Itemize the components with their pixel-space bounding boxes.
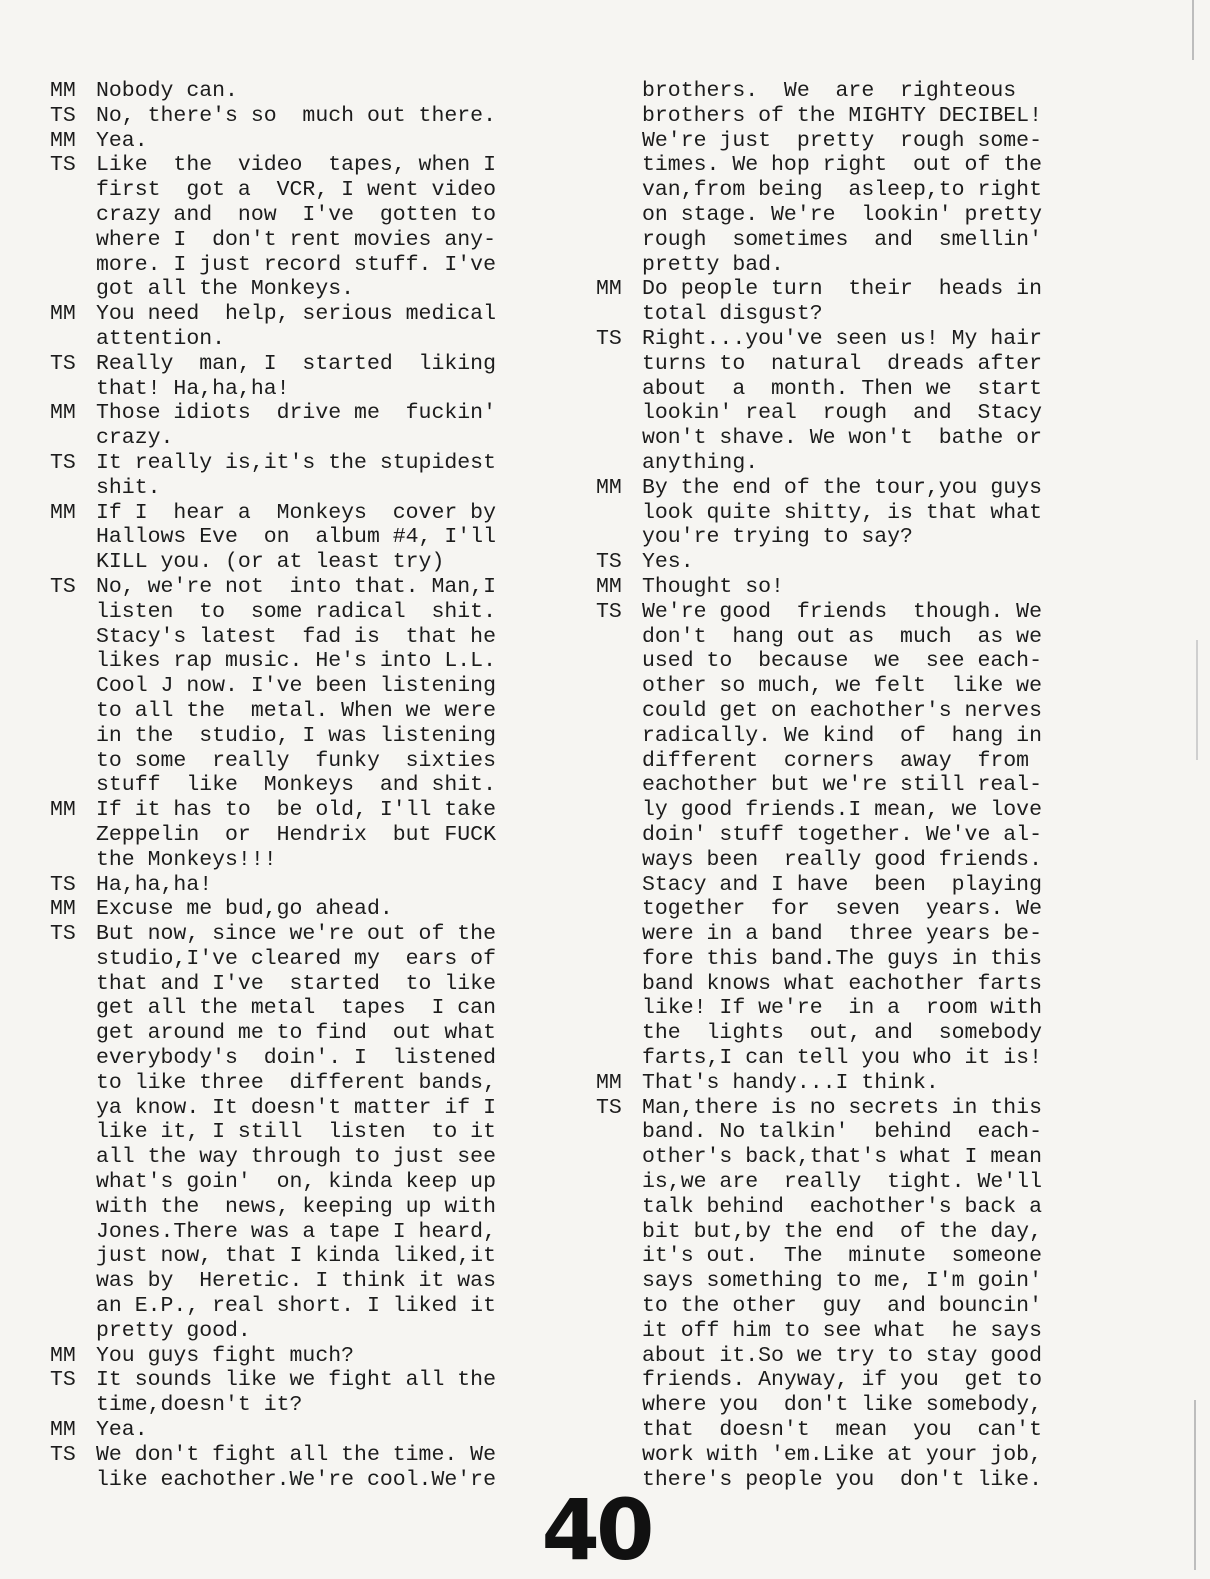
scan-edge-mark <box>1192 0 1194 60</box>
dialogue-text <box>96 575 570 798</box>
text-line: Yea. <box>96 128 148 153</box>
text-line: the Monkeys!!! <box>96 847 277 872</box>
text-line: No, we're not into that. Man,I <box>96 574 496 599</box>
dialogue-text <box>642 550 1116 575</box>
dialogue-entry <box>50 1418 570 1443</box>
text-line: times. We hop right out of the <box>642 153 1042 178</box>
speaker-label: TS <box>50 922 76 947</box>
text-line: attention. <box>96 326 226 351</box>
speaker-label: MM <box>50 302 76 327</box>
text-line: other so much, we felt like we <box>642 674 1042 699</box>
text-line: more. I just record stuff. I've <box>96 252 496 277</box>
text-line: there's people you don't like. <box>642 1467 1042 1492</box>
text-line: bit but,by the end of the day, <box>642 1219 1042 1244</box>
dialogue-text <box>96 79 570 104</box>
text-line: pretty good. <box>96 1318 251 1343</box>
text-line: were in a band three years be- <box>642 922 1042 947</box>
text-line: Thought so! <box>642 574 784 599</box>
speaker-label: MM <box>596 277 622 302</box>
dialogue-entry <box>50 922 570 1344</box>
speaker-label: TS <box>50 153 76 178</box>
dialogue-text <box>642 79 1116 277</box>
dialogue-entry <box>596 600 1116 1071</box>
text-line: Nobody can. <box>96 79 238 103</box>
text-line: It sounds like we fight all the <box>96 1368 496 1393</box>
text-line: KILL you. (or at least try) <box>96 550 445 575</box>
speaker-label: MM <box>50 897 76 922</box>
text-line: together for seven years. We <box>642 897 1042 922</box>
speaker-label: TS <box>50 103 76 128</box>
text-line: Really man, I started liking <box>96 351 496 376</box>
text-line: van,from being asleep,to right <box>642 178 1042 203</box>
text-line: Stacy and I have been playing <box>642 872 1042 897</box>
text-line: Man,there is no secrets in this <box>642 1095 1042 1120</box>
text-line: stuff like Monkeys and shit. <box>96 773 496 798</box>
dialogue-text <box>642 1096 1116 1493</box>
text-line: pretty bad. <box>642 252 784 277</box>
text-line: Cool J now. I've been listening <box>96 674 496 699</box>
text-line: listen to some radical shit. <box>96 599 496 624</box>
speaker-label: MM <box>596 475 622 500</box>
speaker-label: MM <box>596 574 622 599</box>
speaker-label: TS <box>596 326 622 351</box>
text-line: Yes. <box>642 550 694 575</box>
dialogue-entry <box>50 575 570 798</box>
dialogue-text <box>642 575 1116 600</box>
text-line: to all the metal. When we were <box>96 698 496 723</box>
text-line: talk behind eachother's back a <box>642 1194 1042 1219</box>
dialogue-entry <box>596 327 1116 476</box>
speaker-label: TS <box>596 599 622 624</box>
text-line: get all the metal tapes I can <box>96 996 496 1021</box>
text-line: won't shave. We won't bathe or <box>642 426 1042 451</box>
dialogue-text <box>642 600 1116 1071</box>
speaker-label: TS <box>50 574 76 599</box>
text-line: to the other guy and bouncin' <box>642 1294 1042 1319</box>
text-line: all the way through to just see <box>96 1145 496 1170</box>
text-line: If it has to be old, I'll take <box>96 798 496 823</box>
text-line: Like the video tapes, when I <box>96 153 496 178</box>
text-line: crazy. <box>96 426 174 451</box>
text-line: it off him to see what he says <box>642 1318 1042 1343</box>
scan-edge-mark <box>1196 640 1198 760</box>
dialogue-entry <box>50 1443 570 1493</box>
dialogue-entry <box>596 476 1116 550</box>
dialogue-text <box>96 401 570 451</box>
text-line: says something to me, I'm goin' <box>642 1269 1042 1294</box>
dialogue-entry <box>50 451 570 501</box>
text-line: about a month. Then we start <box>642 376 1042 401</box>
dialogue-text <box>96 798 570 872</box>
text-line: rough sometimes and smellin' <box>642 227 1042 252</box>
text-line: on stage. We're lookin' pretty <box>642 202 1042 227</box>
text-line: lookin' real rough and Stacy <box>642 401 1042 426</box>
text-line: But now, since we're out of the <box>96 922 496 947</box>
speaker-label: MM <box>50 401 76 426</box>
dialogue-entry <box>596 550 1116 575</box>
text-line: Those idiots drive me fuckin' <box>96 401 496 426</box>
dialogue-text <box>96 873 570 898</box>
dialogue-text <box>96 1418 570 1443</box>
text-line: farts,I can tell you who it is! <box>642 1046 1042 1071</box>
speaker-label: TS <box>596 550 622 575</box>
dialogue-entry <box>50 798 570 872</box>
text-line: ly good friends.I mean, we love <box>642 798 1042 823</box>
dialogue-text <box>96 451 570 501</box>
text-line: Excuse me bud,go ahead. <box>96 897 393 922</box>
dialogue-entry <box>50 104 570 129</box>
dialogue-entry <box>50 79 570 104</box>
dialogue-entry <box>50 302 570 352</box>
text-line: Do people turn their heads in <box>642 277 1042 302</box>
text-line: Yea. <box>96 1418 148 1443</box>
text-line: Stacy's latest fad is that he <box>96 624 496 649</box>
text-line: with the news, keeping up with <box>96 1194 496 1219</box>
text-line: We're good friends though. We <box>642 599 1042 624</box>
dialogue-text <box>642 476 1116 550</box>
dialogue-entry <box>50 501 570 575</box>
text-line: was by Heretic. I think it was <box>96 1269 496 1294</box>
text-line: We're just pretty rough some- <box>642 128 1042 153</box>
text-line: It really is,it's the stupidest <box>96 450 496 475</box>
speaker-label: MM <box>50 500 76 525</box>
text-line: Hallows Eve on album #4, I'll <box>96 525 496 550</box>
text-line: No, there's so much out there. <box>96 103 496 128</box>
dialogue-entry <box>50 873 570 898</box>
dialogue-text <box>96 1368 570 1418</box>
text-line: fore this band.The guys in this <box>642 946 1042 971</box>
dialogue-text <box>642 327 1116 476</box>
text-line: We don't fight all the time. We <box>96 1442 496 1467</box>
dialogue-text <box>642 277 1116 327</box>
text-line: band. No talkin' behind each- <box>642 1120 1042 1145</box>
text-line: crazy and now I've gotten to <box>96 202 496 227</box>
text-line: different corners away from <box>642 748 1030 773</box>
speaker-label: MM <box>50 79 76 103</box>
speaker-label: MM <box>596 1070 622 1095</box>
text-line: an E.P., real short. I liked it <box>96 1294 496 1319</box>
text-line: time,doesn't it? <box>96 1393 303 1418</box>
text-line: brothers of the MIGHTY DECIBEL! <box>642 103 1042 128</box>
dialogue-entry <box>50 352 570 402</box>
dialogue-entry <box>596 79 1116 277</box>
speaker-label: MM <box>50 1343 76 1368</box>
text-line: look quite shitty, is that what <box>642 500 1042 525</box>
text-line: to some really funky sixties <box>96 748 496 773</box>
page-number: 40 <box>541 1481 651 1579</box>
text-line: got all the Monkeys. <box>96 277 355 302</box>
right-column <box>596 79 1116 1492</box>
text-line: band knows what eachother farts <box>642 971 1042 996</box>
speaker-label: TS <box>50 872 76 897</box>
text-line: other's back,that's what I mean <box>642 1145 1042 1170</box>
text-line: to like three different bands, <box>96 1070 496 1095</box>
text-line: Jones.There was a tape I heard, <box>96 1219 496 1244</box>
dialogue-entry <box>50 1368 570 1418</box>
text-line: first got a VCR, I went video <box>96 178 496 203</box>
speaker-label: TS <box>50 1368 76 1393</box>
speaker-label: MM <box>50 128 76 153</box>
text-line: like it, I still listen to it <box>96 1120 496 1145</box>
text-line: If I hear a Monkeys cover by <box>96 500 496 525</box>
dialogue-entry <box>50 897 570 922</box>
text-line: where you don't like somebody, <box>642 1393 1042 1418</box>
dialogue-text <box>96 1443 570 1493</box>
text-line: You guys fight much? <box>96 1343 355 1368</box>
text-line: That's handy...I think. <box>642 1070 939 1095</box>
text-line: like! If we're in a room with <box>642 996 1042 1021</box>
text-line: anything. <box>642 450 759 475</box>
dialogue-entry <box>50 401 570 451</box>
text-line: work with 'em.Like at your job, <box>642 1442 1042 1467</box>
text-line: where I don't rent movies any- <box>96 227 496 252</box>
text-line: friends. Anyway, if you get to <box>642 1368 1042 1393</box>
dialogue-entry <box>596 1096 1116 1493</box>
dialogue-text <box>96 129 570 154</box>
text-line: shit. <box>96 475 161 500</box>
text-line: just now, that I kinda liked,it <box>96 1244 496 1269</box>
speaker-label: TS <box>50 450 76 475</box>
left-column <box>50 79 570 1492</box>
dialogue-entry <box>50 1344 570 1369</box>
speaker-label: MM <box>50 1418 76 1443</box>
dialogue-entry <box>596 575 1116 600</box>
text-line: is,we are really tight. We'll <box>642 1170 1042 1195</box>
dialogue-text <box>96 352 570 402</box>
text-line: used to because we see each- <box>642 649 1042 674</box>
text-line: turns to natural dreads after <box>642 351 1042 376</box>
dialogue-entry <box>50 129 570 154</box>
dialogue-text <box>96 104 570 129</box>
text-line: what's goin' on, kinda keep up <box>96 1170 496 1195</box>
text-line: about it.So we try to stay good <box>642 1343 1042 1368</box>
text-line: studio,I've cleared my ears of <box>96 946 496 971</box>
text-line: that! Ha,ha,ha! <box>96 376 290 401</box>
dialogue-entry <box>50 153 570 302</box>
text-line: By the end of the tour,you guys <box>642 475 1042 500</box>
text-line: Right...you've seen us! My hair <box>642 326 1042 351</box>
text-line: that and I've started to like <box>96 971 496 996</box>
text-line: everybody's doin'. I listened <box>96 1046 496 1071</box>
text-line: don't hang out as much as we <box>642 624 1042 649</box>
text-line: it's out. The minute someone <box>642 1244 1042 1269</box>
dialogue-text <box>96 153 570 302</box>
text-line: ya know. It doesn't matter if I <box>96 1095 496 1120</box>
dialogue-text <box>96 922 570 1344</box>
text-line: get around me to find out what <box>96 1021 496 1046</box>
text-line: total disgust? <box>642 302 823 327</box>
text-line: likes rap music. He's into L.L. <box>96 649 496 674</box>
speaker-label <box>596 79 642 277</box>
text-line: Ha,ha,ha! <box>96 872 213 897</box>
dialogue-text <box>96 302 570 352</box>
text-line: brothers. We are righteous <box>642 79 1017 103</box>
dialogue-text <box>96 501 570 575</box>
speaker-label: MM <box>50 798 76 823</box>
scan-edge-mark <box>1194 1400 1196 1570</box>
text-line: in the studio, I was listening <box>96 723 496 748</box>
text-line: You need help, serious medical <box>96 302 496 327</box>
speaker-label: TS <box>596 1095 622 1120</box>
text-line: eachother but we're still real- <box>642 773 1042 798</box>
text-line: could get on eachother's nerves <box>642 698 1042 723</box>
speaker-label: TS <box>50 351 76 376</box>
text-line: the lights out, and somebody <box>642 1021 1042 1046</box>
text-line: doin' stuff together. We've al- <box>642 822 1042 847</box>
dialogue-entry <box>596 277 1116 327</box>
text-line: ways been really good friends. <box>642 847 1042 872</box>
text-line: like eachother.We're cool.We're <box>96 1467 496 1492</box>
dialogue-text <box>96 1344 570 1369</box>
speaker-label: TS <box>50 1442 76 1467</box>
dialogue-text <box>96 897 570 922</box>
text-line: radically. We kind of hang in <box>642 723 1042 748</box>
text-line: that doesn't mean you can't <box>642 1418 1042 1443</box>
text-line: you're trying to say? <box>642 525 913 550</box>
dialogue-entry <box>596 1071 1116 1096</box>
dialogue-text <box>642 1071 1116 1096</box>
text-line: Zeppelin or Hendrix but FUCK <box>96 822 496 847</box>
